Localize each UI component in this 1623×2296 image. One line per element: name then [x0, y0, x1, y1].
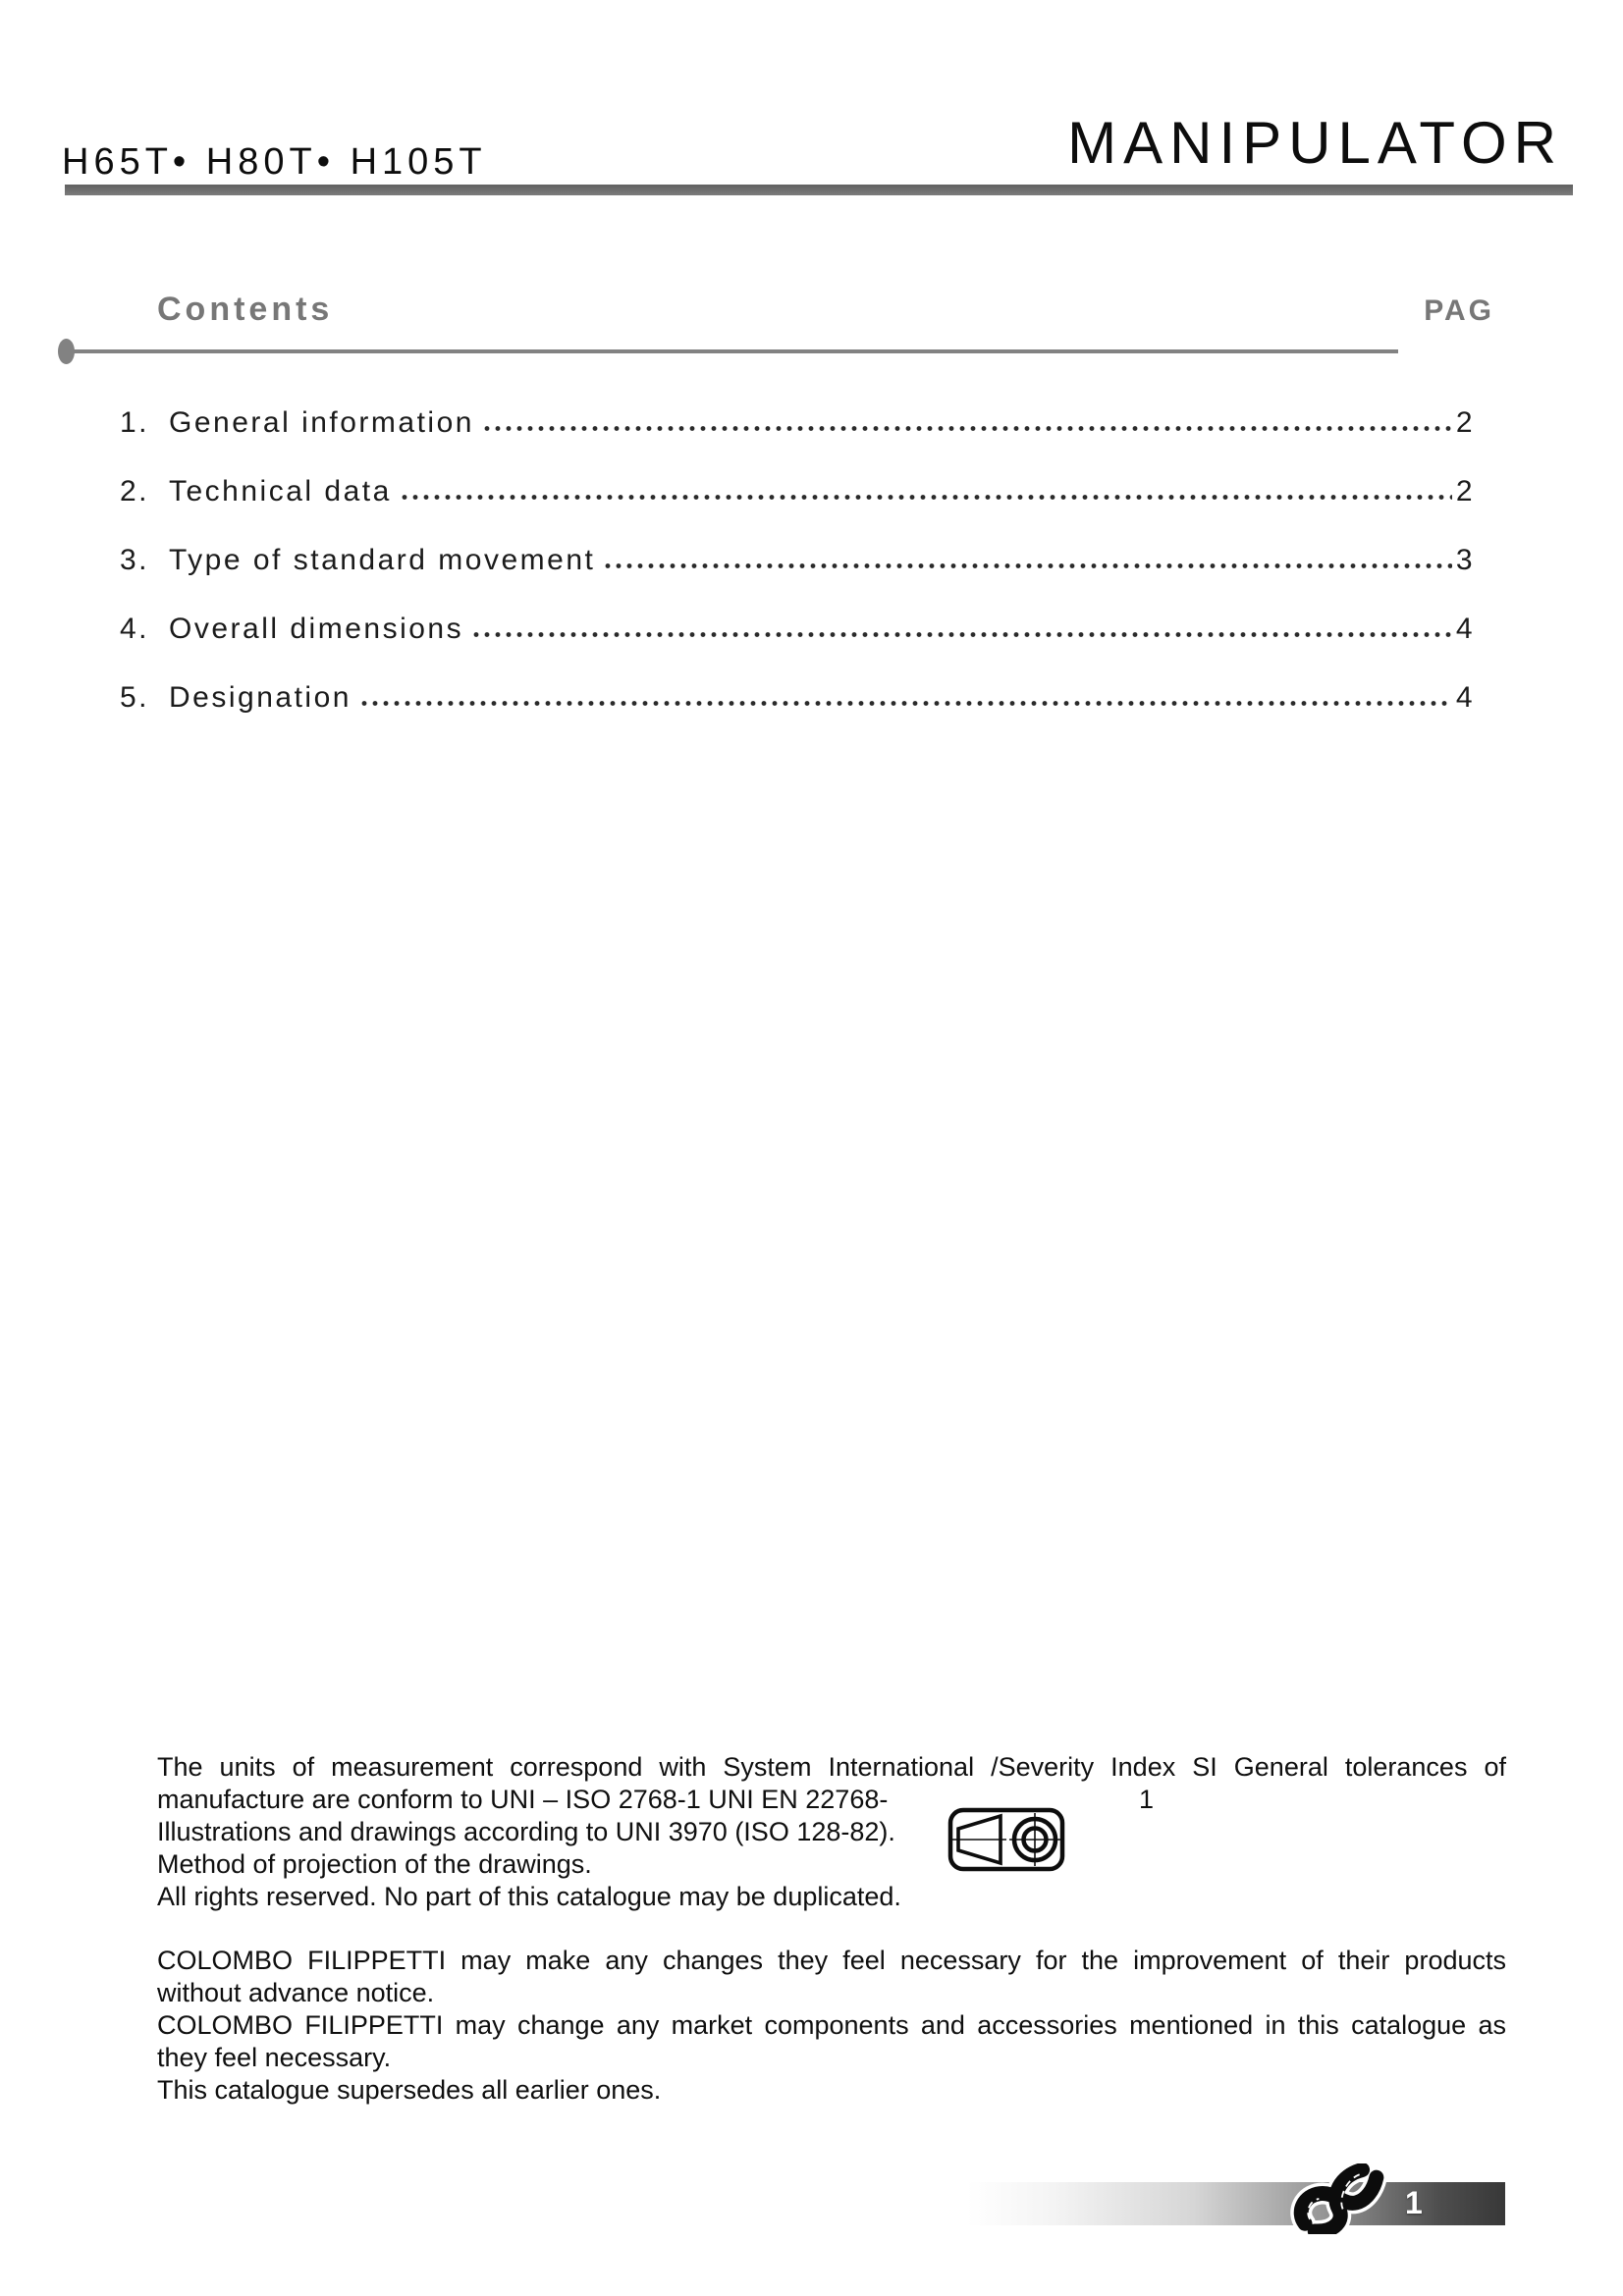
disclaimer-line: COLOMBO FILIPPETTI may change any market components and accessories mentioned in this catalogue as	[157, 2010, 1506, 2040]
standards-note-line: Illustrations and drawings according to UNI 3970 (ISO 128-82).	[157, 1817, 895, 1846]
toc-entry-page: 2	[1455, 475, 1475, 507]
toc-entry-title: Designation	[169, 681, 352, 714]
toc-entry-page: 2	[1455, 406, 1475, 439]
knot-logo-icon	[1286, 2163, 1392, 2234]
toc-entry-page: 3	[1455, 544, 1475, 576]
contents-heading: Contents	[157, 291, 334, 328]
header-divider-bar	[65, 185, 1573, 195]
toc-entry-designation	[120, 682, 1475, 713]
standards-note-line	[157, 1784, 1506, 1816]
toc-entry-title: Overall dimensions	[169, 613, 464, 645]
toc-entry-overall-dimensions	[120, 614, 1475, 644]
first-angle-projection-icon	[947, 1807, 1065, 1872]
toc-entry-page: 4	[1455, 681, 1475, 714]
page-number: 1	[1405, 2185, 1423, 2220]
page-column-label: PAG	[1424, 294, 1494, 327]
toc-entry-title: Type of standard movement	[169, 544, 596, 576]
contents-rule-line	[73, 349, 1398, 353]
disclaimer-line: without advance notice.	[157, 1978, 435, 2007]
dot-leader	[605, 562, 1451, 569]
toc-entry-general-information	[120, 407, 1475, 438]
toc-entry-number: 2.	[120, 475, 150, 507]
toc-entry-number: 1.	[120, 406, 150, 439]
disclaimer-line: they feel necessary.	[157, 2043, 392, 2072]
toc-entry-type-of-standard-movement	[120, 545, 1475, 575]
dot-leader	[484, 425, 1452, 432]
toc-entry-page: 4	[1455, 613, 1475, 645]
toc-entry-title: General information	[169, 406, 474, 439]
model-codes-title: H65T• H80T• H105T	[62, 141, 487, 183]
toc-entry-number: 5.	[120, 681, 150, 714]
standards-note-line: The units of measurement correspond with System International /Severity Index SI General tolerances of	[157, 1752, 1506, 1782]
disclaimer-line: COLOMBO FILIPPETTI may make any changes they feel necessary for the improvement of their products	[157, 1946, 1506, 1975]
table-of-contents	[120, 407, 1475, 751]
dot-leader	[473, 631, 1452, 638]
product-title: MANIPULATOR	[1067, 110, 1563, 176]
toc-entry-number: 3.	[120, 544, 150, 576]
company-disclaimer	[157, 1945, 1506, 2107]
footer-gradient-bar	[967, 2182, 1505, 2225]
toc-entry-number: 4.	[120, 613, 150, 645]
dot-leader	[361, 700, 1452, 707]
standards-note-suffix: 1	[1139, 1785, 1155, 1814]
standards-note-line: All rights reserved. No part of this catalogue may be duplicated.	[157, 1882, 901, 1911]
disclaimer-line: This catalogue supersedes all earlier ones.	[157, 2075, 662, 2105]
standards-note-text: manufacture are conform to UNI – ISO 2768-1 UNI EN 22768-	[157, 1785, 889, 1814]
dot-leader	[402, 494, 1452, 501]
standards-note	[157, 1751, 1506, 1913]
toc-entry-title: Technical data	[169, 475, 392, 507]
standards-note-line: Method of projection of the drawings.	[157, 1849, 592, 1879]
toc-entry-technical-data	[120, 476, 1475, 507]
